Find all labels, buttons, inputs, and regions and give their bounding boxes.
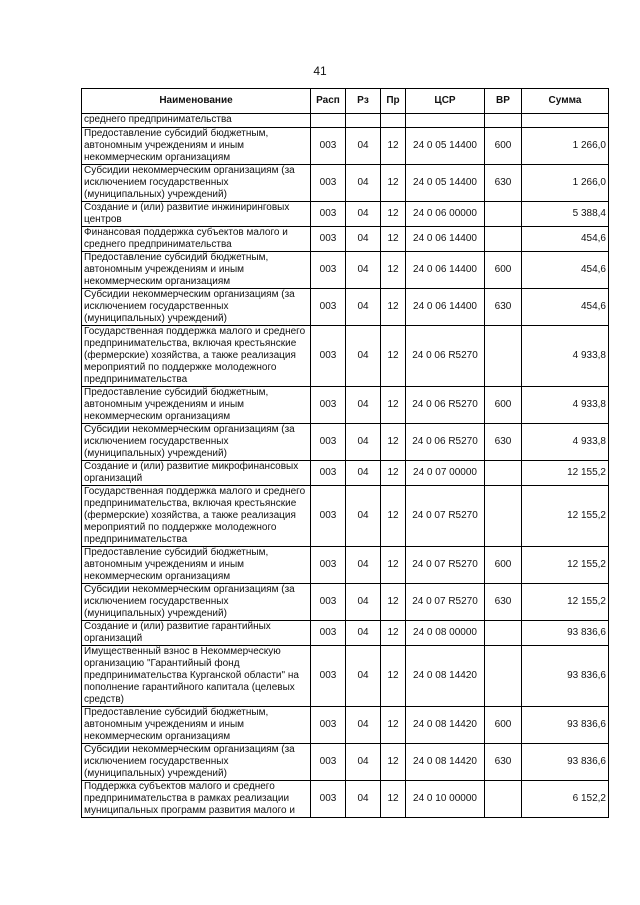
cell-name: Создание и (или) развитие гарантийных организаций — [82, 621, 311, 646]
cell-csr: 24 0 07 00000 — [406, 461, 485, 486]
table-row — [82, 387, 609, 424]
budget-table — [81, 88, 609, 818]
cell-sum: 454,6 — [522, 252, 609, 289]
cell-rz: 04 — [346, 744, 381, 781]
cell-rz: 04 — [346, 486, 381, 547]
cell-sum: 454,6 — [522, 289, 609, 326]
cell-sum: 93 836,6 — [522, 646, 609, 707]
cell-rz: 04 — [346, 707, 381, 744]
table-row — [82, 461, 609, 486]
cell-vr — [485, 202, 522, 227]
cell-pr: 12 — [381, 584, 406, 621]
table-row — [82, 114, 609, 128]
cell-vr: 600 — [485, 707, 522, 744]
cell-pr — [381, 114, 406, 128]
cell-rasp: 003 — [311, 165, 346, 202]
cell-csr: 24 0 10 00000 — [406, 781, 485, 818]
cell-csr: 24 0 07 R5270 — [406, 486, 485, 547]
table-header-row — [82, 89, 609, 114]
cell-sum: 4 933,8 — [522, 326, 609, 387]
cell-rz: 04 — [346, 227, 381, 252]
cell-sum: 12 155,2 — [522, 461, 609, 486]
table-row — [82, 486, 609, 547]
cell-rz: 04 — [346, 165, 381, 202]
cell-rz: 04 — [346, 424, 381, 461]
cell-name: Субсидии некоммерческим организациям (за исключением государственных (муниципальных) учреждений) — [82, 289, 311, 326]
column-header-csr: ЦСР — [406, 89, 485, 114]
cell-pr: 12 — [381, 202, 406, 227]
cell-sum: 93 836,6 — [522, 621, 609, 646]
cell-name: Создание и (или) развитие инжиниринговых центров — [82, 202, 311, 227]
cell-rasp: 003 — [311, 128, 346, 165]
cell-sum: 93 836,6 — [522, 744, 609, 781]
cell-csr: 24 0 08 14420 — [406, 707, 485, 744]
cell-csr: 24 0 07 R5270 — [406, 584, 485, 621]
cell-rasp: 003 — [311, 424, 346, 461]
cell-csr: 24 0 08 00000 — [406, 621, 485, 646]
cell-pr: 12 — [381, 387, 406, 424]
cell-csr: 24 0 05 14400 — [406, 128, 485, 165]
cell-sum: 6 152,2 — [522, 781, 609, 818]
cell-name: Государственная поддержка малого и среднего предпринимательства, включая крестьянские (фермерские) хозяйства, а также реализация мероприятий по поддержке молодежного предпринимательства — [82, 326, 311, 387]
cell-rasp: 003 — [311, 486, 346, 547]
cell-pr: 12 — [381, 227, 406, 252]
table-row — [82, 707, 609, 744]
cell-rz: 04 — [346, 547, 381, 584]
cell-rz: 04 — [346, 461, 381, 486]
cell-csr: 24 0 07 R5270 — [406, 547, 485, 584]
cell-rasp: 003 — [311, 584, 346, 621]
cell-vr — [485, 646, 522, 707]
cell-rasp: 003 — [311, 326, 346, 387]
cell-name: Предоставление субсидий бюджетным, автономным учреждениям и иным некоммерческим организациям — [82, 252, 311, 289]
cell-vr: 630 — [485, 584, 522, 621]
cell-vr: 630 — [485, 165, 522, 202]
cell-rasp: 003 — [311, 461, 346, 486]
cell-rasp: 003 — [311, 227, 346, 252]
cell-sum — [522, 114, 609, 128]
cell-sum: 12 155,2 — [522, 547, 609, 584]
cell-vr — [485, 114, 522, 128]
cell-csr: 24 0 06 R5270 — [406, 424, 485, 461]
cell-sum: 454,6 — [522, 227, 609, 252]
cell-rz: 04 — [346, 584, 381, 621]
table-row — [82, 584, 609, 621]
cell-sum: 12 155,2 — [522, 584, 609, 621]
cell-csr: 24 0 06 R5270 — [406, 387, 485, 424]
table-row — [82, 326, 609, 387]
cell-pr: 12 — [381, 646, 406, 707]
column-header-vr: ВР — [485, 89, 522, 114]
cell-vr: 600 — [485, 547, 522, 584]
cell-vr — [485, 326, 522, 387]
page-number: 41 — [313, 64, 327, 78]
cell-name: Предоставление субсидий бюджетным, автономным учреждениям и иным некоммерческим организациям — [82, 387, 311, 424]
cell-sum: 1 266,0 — [522, 165, 609, 202]
cell-sum: 4 933,8 — [522, 424, 609, 461]
cell-vr: 630 — [485, 289, 522, 326]
cell-pr: 12 — [381, 461, 406, 486]
table-row — [82, 227, 609, 252]
cell-name: Государственная поддержка малого и среднего предпринимательства, включая крестьянские (фермерские) хозяйства, а также реализация мероприятий по поддержке молодежного предпринимательства — [82, 486, 311, 547]
cell-sum: 1 266,0 — [522, 128, 609, 165]
table-body — [82, 114, 609, 818]
cell-pr: 12 — [381, 424, 406, 461]
cell-vr — [485, 461, 522, 486]
cell-vr: 600 — [485, 252, 522, 289]
cell-pr: 12 — [381, 621, 406, 646]
cell-rz: 04 — [346, 646, 381, 707]
cell-vr: 630 — [485, 744, 522, 781]
cell-name: Предоставление субсидий бюджетным, автономным учреждениям и иным некоммерческим организациям — [82, 707, 311, 744]
cell-vr — [485, 486, 522, 547]
cell-rasp: 003 — [311, 621, 346, 646]
cell-name: среднего предпринимательства — [82, 114, 311, 128]
table-row — [82, 646, 609, 707]
table-row — [82, 289, 609, 326]
cell-rasp — [311, 114, 346, 128]
cell-pr: 12 — [381, 744, 406, 781]
cell-name: Предоставление субсидий бюджетным, автономным учреждениям и иным некоммерческим организациям — [82, 128, 311, 165]
cell-csr — [406, 114, 485, 128]
cell-vr — [485, 227, 522, 252]
table-row — [82, 744, 609, 781]
cell-pr: 12 — [381, 547, 406, 584]
table-row — [82, 781, 609, 818]
cell-vr — [485, 781, 522, 818]
cell-pr: 12 — [381, 781, 406, 818]
cell-csr: 24 0 06 14400 — [406, 227, 485, 252]
cell-rz: 04 — [346, 252, 381, 289]
cell-pr: 12 — [381, 128, 406, 165]
cell-csr: 24 0 08 14420 — [406, 744, 485, 781]
table-row — [82, 424, 609, 461]
column-header-sum: Сумма — [522, 89, 609, 114]
cell-pr: 12 — [381, 165, 406, 202]
cell-sum: 5 388,4 — [522, 202, 609, 227]
cell-rz: 04 — [346, 128, 381, 165]
cell-name: Субсидии некоммерческим организациям (за исключением государственных (муниципальных) учреждений) — [82, 424, 311, 461]
cell-rasp: 003 — [311, 252, 346, 289]
cell-csr: 24 0 06 00000 — [406, 202, 485, 227]
cell-pr: 12 — [381, 707, 406, 744]
cell-csr: 24 0 06 14400 — [406, 289, 485, 326]
table-row — [82, 621, 609, 646]
cell-rz — [346, 114, 381, 128]
cell-pr: 12 — [381, 289, 406, 326]
cell-sum: 4 933,8 — [522, 387, 609, 424]
cell-name: Субсидии некоммерческим организациям (за исключением государственных (муниципальных) учреждений) — [82, 165, 311, 202]
cell-name: Субсидии некоммерческим организациям (за исключением государственных (муниципальных) учреждений) — [82, 584, 311, 621]
table-row — [82, 165, 609, 202]
cell-rasp: 003 — [311, 387, 346, 424]
cell-csr: 24 0 08 14420 — [406, 646, 485, 707]
cell-rz: 04 — [346, 202, 381, 227]
table-row — [82, 202, 609, 227]
cell-rz: 04 — [346, 621, 381, 646]
table-row — [82, 547, 609, 584]
cell-name: Имущественный взнос в Некоммерческую организацию "Гарантийный фонд предпринимательства Курганской области" на пополнение гарантийного капитала (целевых средств) — [82, 646, 311, 707]
column-header-pr: Пр — [381, 89, 406, 114]
cell-rz: 04 — [346, 289, 381, 326]
cell-pr: 12 — [381, 326, 406, 387]
cell-rz: 04 — [346, 387, 381, 424]
column-header-rasp: Расп — [311, 89, 346, 114]
cell-name: Субсидии некоммерческим организациям (за исключением государственных (муниципальных) учреждений) — [82, 744, 311, 781]
cell-sum: 93 836,6 — [522, 707, 609, 744]
cell-rasp: 003 — [311, 781, 346, 818]
cell-csr: 24 0 06 14400 — [406, 252, 485, 289]
cell-name: Предоставление субсидий бюджетным, автономным учреждениям и иным некоммерческим организациям — [82, 547, 311, 584]
cell-vr: 630 — [485, 424, 522, 461]
cell-csr: 24 0 05 14400 — [406, 165, 485, 202]
cell-rasp: 003 — [311, 646, 346, 707]
column-header-rz: Рз — [346, 89, 381, 114]
cell-rasp: 003 — [311, 744, 346, 781]
cell-csr: 24 0 06 R5270 — [406, 326, 485, 387]
cell-rasp: 003 — [311, 547, 346, 584]
cell-pr: 12 — [381, 486, 406, 547]
cell-sum: 12 155,2 — [522, 486, 609, 547]
cell-rasp: 003 — [311, 707, 346, 744]
table-row — [82, 128, 609, 165]
cell-rasp: 003 — [311, 289, 346, 326]
table-row — [82, 252, 609, 289]
cell-rz: 04 — [346, 781, 381, 818]
cell-rasp: 003 — [311, 202, 346, 227]
cell-vr: 600 — [485, 387, 522, 424]
column-header-name: Наименование — [82, 89, 311, 114]
cell-name: Создание и (или) развитие микрофинансовых организаций — [82, 461, 311, 486]
cell-vr — [485, 621, 522, 646]
cell-name: Поддержка субъектов малого и среднего предпринимательства в рамках реализации муниципальных программ развития малого и — [82, 781, 311, 818]
cell-name: Финансовая поддержка субъектов малого и среднего предпринимательства — [82, 227, 311, 252]
cell-pr: 12 — [381, 252, 406, 289]
cell-rz: 04 — [346, 326, 381, 387]
cell-vr: 600 — [485, 128, 522, 165]
